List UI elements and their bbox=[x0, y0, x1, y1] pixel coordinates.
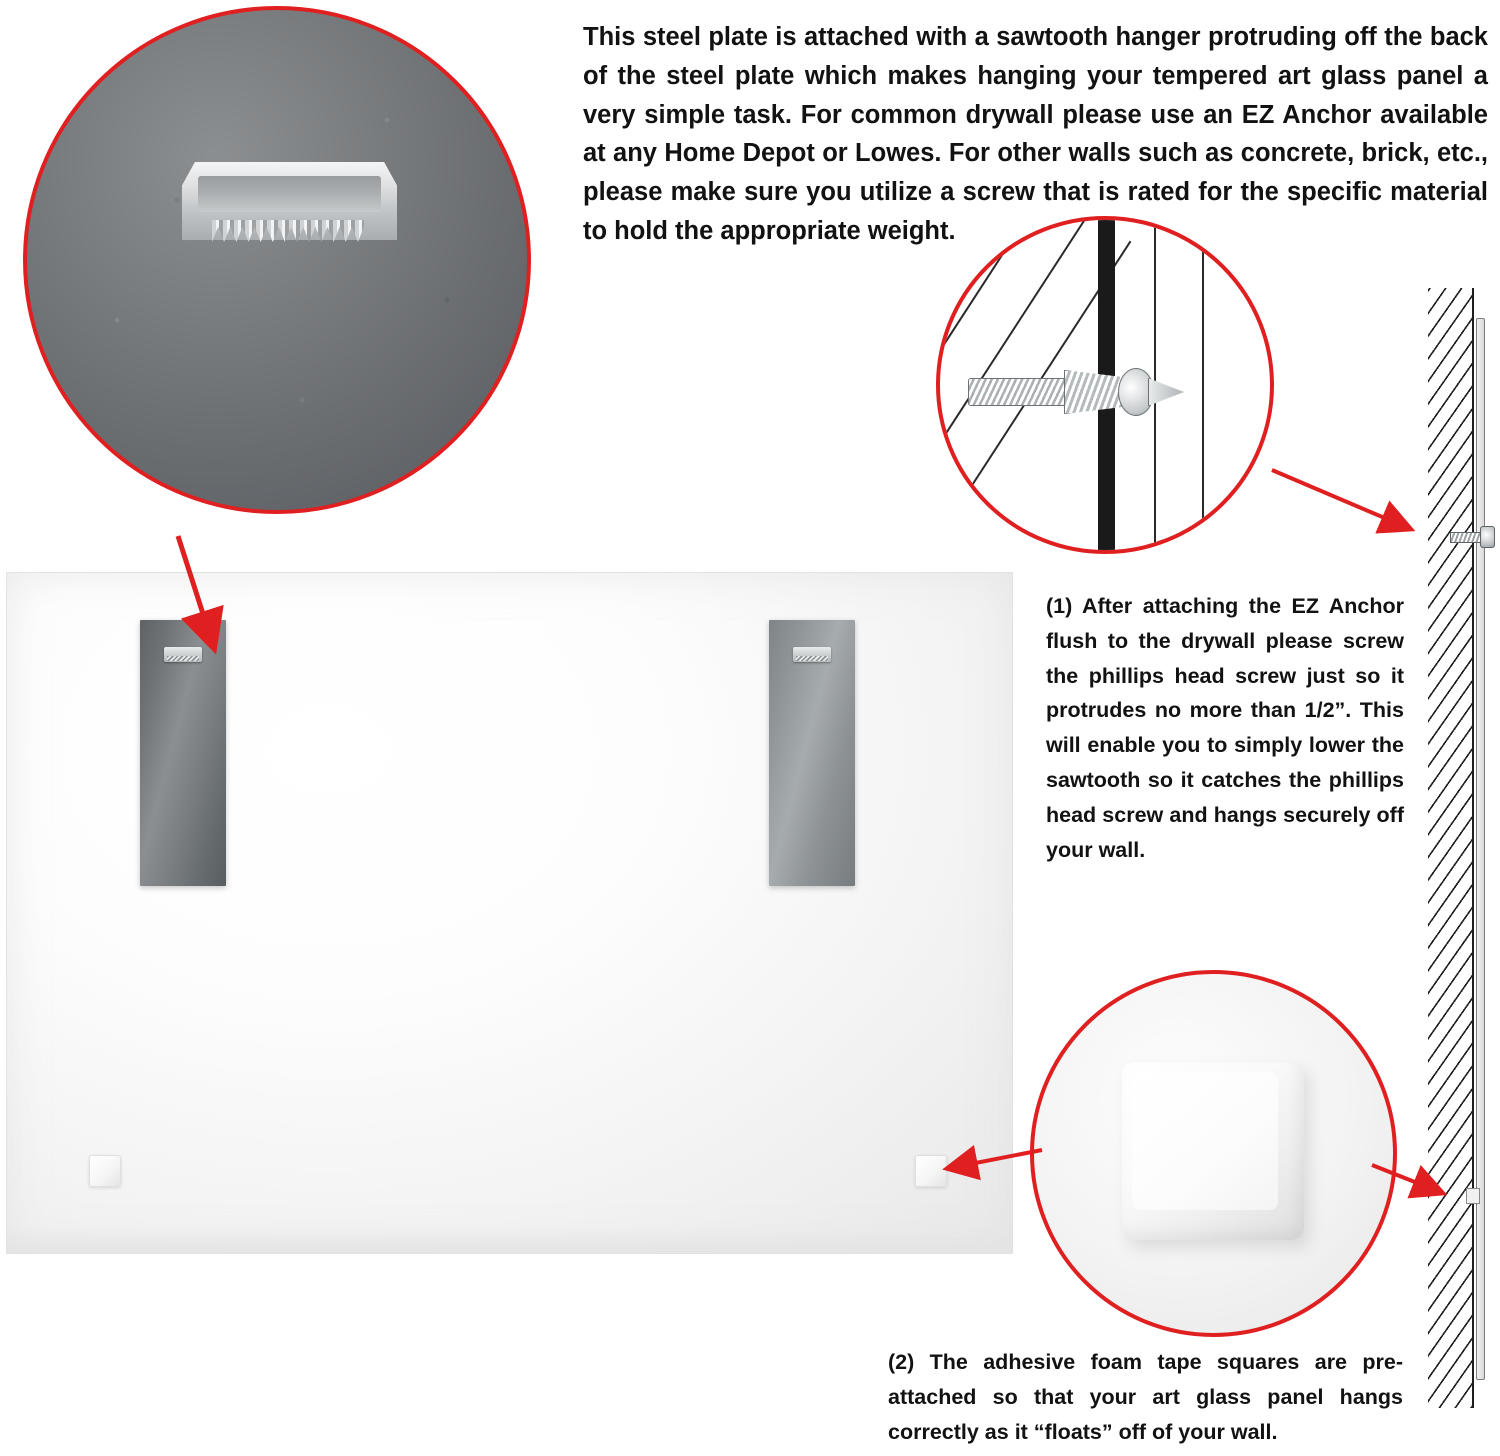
sawtooth-hanger-icon bbox=[793, 647, 831, 662]
foam-tape-square-right bbox=[915, 1155, 947, 1187]
step-1-paragraph: (1) After attaching the EZ Anchor flush to the drywall please screw the phillips head screw just so it protrudes no more than 1/2”. This will enable you to simply lower the sawtooth so it catches the phillips head screw and hangs securely off your wall. bbox=[1046, 594, 1404, 862]
step-2-paragraph: (2) The adhesive foam tape squares are pre-attached so that your art glass panel hangs correctly as it “floats” off of your wall. bbox=[888, 1350, 1403, 1444]
intro-paragraph: This steel plate is attached with a sawtooth hanger protruding off the back of the steel plate which makes hanging your tempered art glass panel a very simple task. For common drywall please use an EZ Anchor available at any Home Depot or Lowes. For other walls such as concrete, brick, etc., please make sure you utilize a screw that is rated for the specific material to hold the appropriate weight. bbox=[583, 23, 1488, 245]
foam-tape-square-enlarged bbox=[1122, 1062, 1304, 1240]
foam-tape-square-left bbox=[89, 1155, 121, 1187]
mounted-screw-icon bbox=[1450, 523, 1496, 549]
steel-plate-right bbox=[769, 620, 855, 886]
steel-plate-left bbox=[140, 620, 226, 886]
wall-cross-section bbox=[1410, 288, 1500, 1408]
foam-tape-square-closeup bbox=[1030, 970, 1397, 1337]
arrow-anchor-to-wall bbox=[1272, 470, 1408, 528]
glass-panel-edge bbox=[1476, 318, 1485, 1380]
hanger-inner-face bbox=[198, 176, 381, 212]
wall-hatching bbox=[1428, 288, 1474, 1408]
tempered-art-glass-panel bbox=[6, 572, 1013, 1254]
sawtooth-hanger-closeup bbox=[23, 6, 531, 514]
ez-anchor-screw-icon bbox=[968, 348, 1228, 434]
mounted-foam-square bbox=[1466, 1188, 1480, 1204]
sawtooth-hanger-icon bbox=[182, 162, 397, 254]
ez-anchor-screw-closeup bbox=[936, 216, 1274, 554]
sawtooth-hanger-icon bbox=[164, 647, 202, 662]
screw-tip bbox=[1148, 378, 1184, 406]
